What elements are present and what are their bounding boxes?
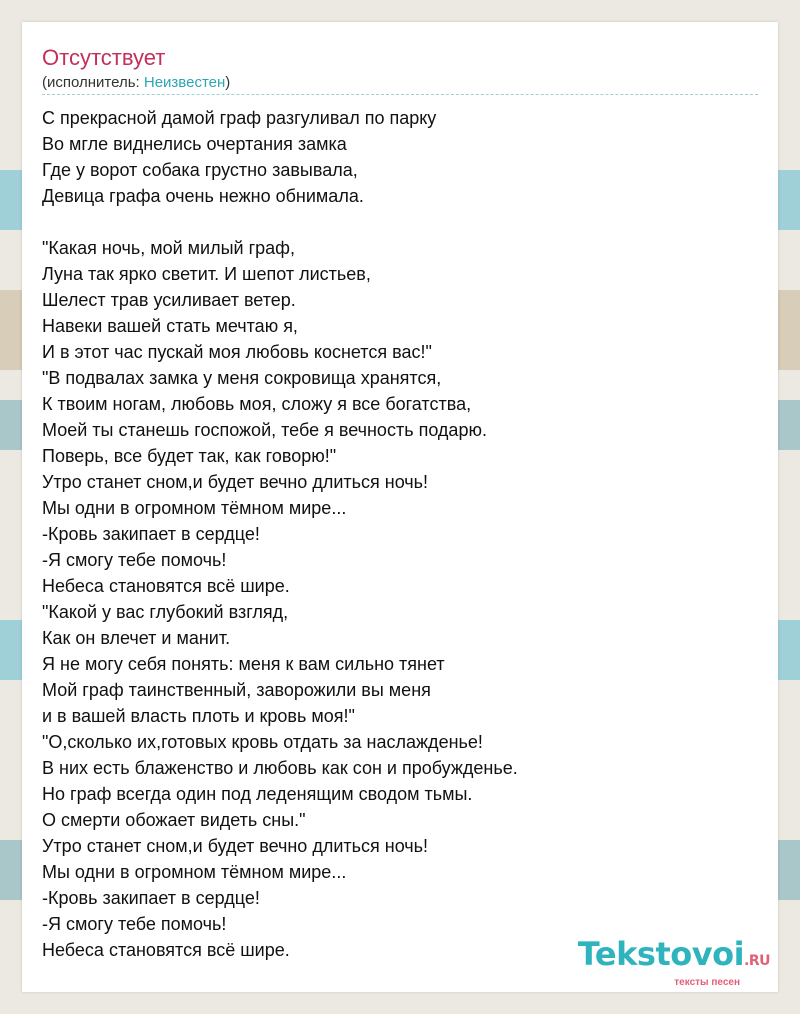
lyric-line: Поверь, все будет так, как говорю!" [42,446,337,466]
lyric-line: Луна так ярко светит. И шепот листьев, [42,264,371,284]
lyric-line: -Я смогу тебе помочь! [42,550,227,570]
lyric-line: "Какая ночь, мой милый граф, [42,238,295,258]
lyric-line: "В подвалах замка у меня сокровища хранятся, [42,368,442,388]
lyric-line: Моей ты станешь госпожой, тебе я вечность подарю. [42,420,487,440]
performer-link[interactable]: Неизвестен [143,74,226,91]
lyric-line [42,209,762,235]
lyric-line: К твоим ногам, любовь моя, сложу я все богатства, [42,394,472,414]
lyric-line: "О,сколько их,готовых кровь отдать за наслажденье! [42,732,483,752]
lyric-line: Во мгле виднелись очертания замка [42,134,347,154]
site-logo[interactable] [578,937,770,988]
lyric-line: Я не могу себя понять: меня к вам сильно тянет [42,654,445,674]
lyric-line: Небеса становятся всё шире. [42,576,290,596]
lyric-line: Девица графа очень нежно обнимала. [42,186,364,206]
performer-suffix: ) [225,74,231,91]
logo-tagline: тексты песен [674,977,740,988]
lyric-line: Мой граф таинственный, заворожили вы меня [42,680,431,700]
lyric-line: Утро станет сном,и будет вечно длиться ночь! [42,472,429,492]
lyric-line: Навеки вашей стать мечтаю я, [42,316,298,336]
header-divider [42,94,758,95]
logo-name: Tekstovoi [577,935,745,973]
lyric-line: Шелест трав усиливает ветер. [42,290,296,310]
lyrics-text [42,105,762,963]
performer-line [42,73,230,93]
lyric-line: Но граф всегда один под леденящим сводом тьмы. [42,784,473,804]
lyric-line: Небеса становятся всё шире. [42,940,290,960]
lyric-line: и в вашей власть плоть и кровь моя!" [42,706,355,726]
lyric-line: Утро станет сном,и будет вечно длиться ночь! [42,836,429,856]
lyric-line: Где у ворот собака грустно завывала, [42,160,358,180]
song-title: Отсутствует [42,45,166,70]
lyric-line: С прекрасной дамой граф разгуливал по парку [42,108,437,128]
logo-domain: .RU [744,953,770,969]
lyric-line: О смерти обожает видеть сны." [42,810,306,830]
lyric-line: -Кровь закипает в сердце! [42,524,260,544]
lyric-line: И в этот час пускай моя любовь коснется вас!" [42,342,432,362]
lyric-line: Как он влечет и манит. [42,628,231,648]
lyric-line: Мы одни в огромном тёмном мире... [42,498,347,518]
lyric-line: "Какой у вас глубокий взгляд, [42,602,289,622]
lyrics-page [22,22,778,992]
lyric-line: -Я смогу тебе помочь! [42,914,227,934]
lyric-line: Мы одни в огромном тёмном мире... [42,862,347,882]
lyric-line: -Кровь закипает в сердце! [42,888,260,908]
lyric-line: В них есть блаженство и любовь как сон и пробужденье. [42,758,518,778]
performer-prefix: (исполнитель: [42,74,144,91]
